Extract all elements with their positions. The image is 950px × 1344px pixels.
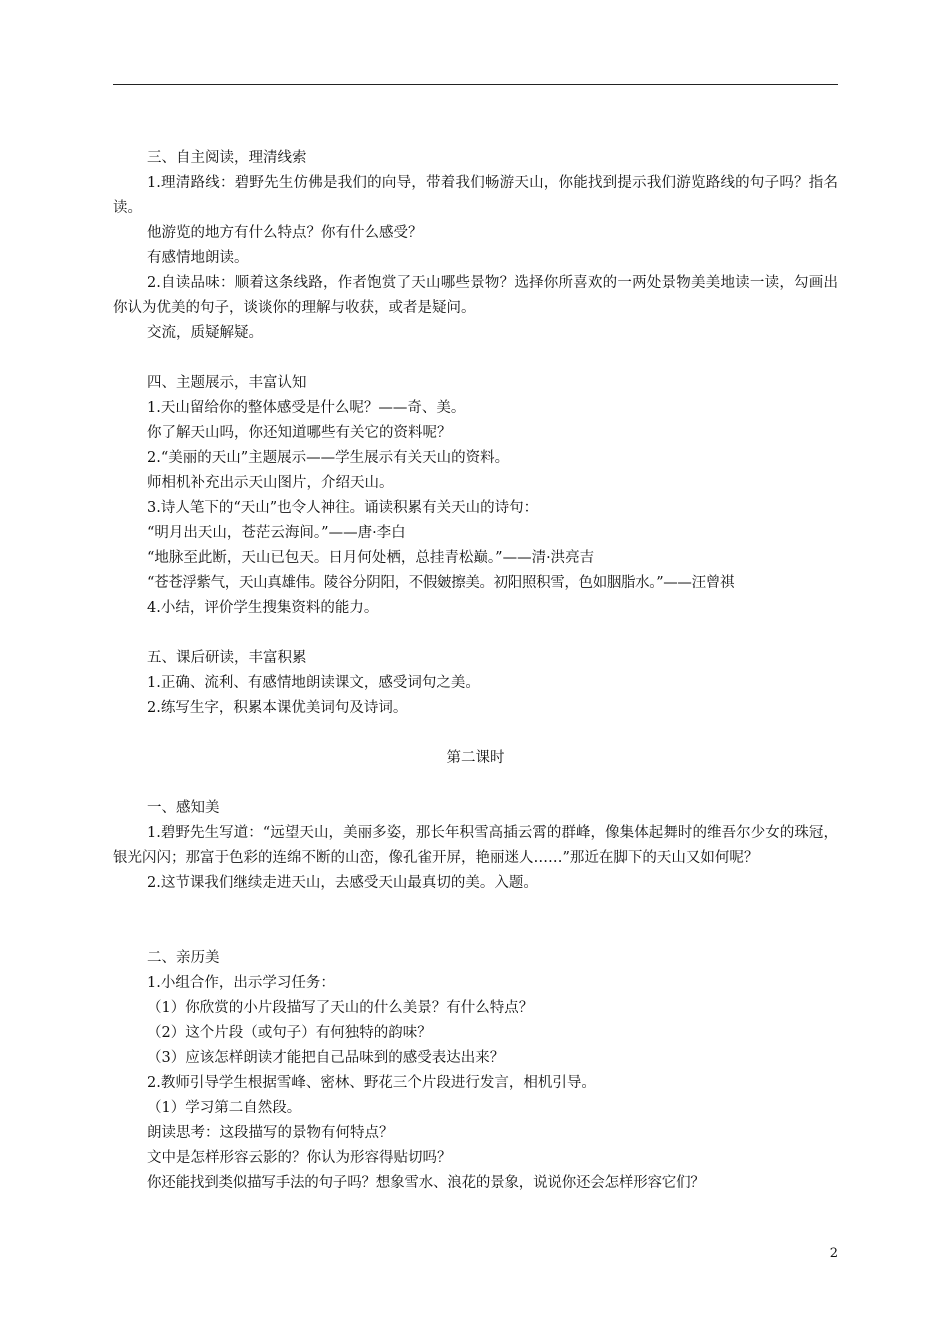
section-heading: 四、主题展示，丰富认知 <box>147 375 307 391</box>
section-heading: 五、课后研读，丰富积累 <box>147 650 307 666</box>
paragraph: 他游览的地方有什么特点？你有什么感受？ <box>147 225 423 241</box>
poem-quote: “苍苍浮紫气，天山真雄伟。陵谷分阴阳，不假皴擦美。初阳照积雪，色如胭脂水。”——汪曾祺 <box>147 575 735 591</box>
task-item: （2）这个片段（或句子）有何独特的韵味？ <box>147 1025 432 1041</box>
paragraph: 4.小结，评价学生搜集资料的能力。 <box>147 600 379 616</box>
poem-quote: “明月出天山，苍茫云海间。”——唐·李白 <box>147 525 406 541</box>
section-heading: 一、感知美 <box>147 800 220 816</box>
section-heading: 二、亲历美 <box>147 950 220 966</box>
paragraph: （1）学习第二自然段。 <box>147 1100 302 1116</box>
paragraph: 1.理清路线：碧野先生仿佛是我们的向导，带着我们畅游天山，你能找到提示我们游览路线的句子吗？指名读。 <box>113 175 838 216</box>
paragraph: 文中是怎样形容云影的？你认为形容得贴切吗？ <box>147 1150 452 1166</box>
paragraph: 3.诗人笔下的“天山”也令人神往。诵读积累有关天山的诗句： <box>147 500 539 516</box>
poem-quote: “地脉至此断，天山已包天。日月何处栖，总挂青松巅。”——清·洪亮吉 <box>147 550 595 566</box>
paragraph: 2.“美丽的天山”主题展示——学生展示有关天山的资料。 <box>147 450 510 466</box>
paragraph: 1.天山留给你的整体感受是什么呢？——奇、美。 <box>147 400 466 416</box>
paragraph: 2.教师引导学生根据雪峰、密林、野花三个片段进行发言，相机引导。 <box>147 1075 596 1091</box>
paragraph: 2.练写生字，积累本课优美词句及诗词。 <box>147 700 408 716</box>
paragraph: 2.自读品味：顺着这条线路，作者饱赏了天山哪些景物？选择你所喜欢的一两处景物美美地读一读，勾画出你认为优美的句子，谈谈你的理解与收获，或者是疑问。 <box>113 275 838 316</box>
paragraph: 1.小组合作，出示学习任务： <box>147 975 335 991</box>
paragraph: 交流，质疑解疑。 <box>147 325 263 341</box>
paragraph: 师相机补充出示天山图片，介绍天山。 <box>147 475 394 491</box>
paragraph: 有感情地朗读。 <box>147 250 249 266</box>
section-heading: 三、自主阅读，理清线索 <box>147 150 307 166</box>
page-content <box>113 146 838 1196</box>
paragraph: 朗读思考：这段描写的景物有何特点？ <box>147 1125 394 1141</box>
task-item: （3）应该怎样朗读才能把自己品味到的感受表达出来？ <box>147 1050 505 1066</box>
paragraph: 1.碧野先生写道：“远望天山，美丽多姿，那长年积雪高插云霄的群峰，像集体起舞时的维吾尔少女的珠冠，银光闪闪；那富于色彩的连绵不断的山峦，像孔雀开屏，艳丽迷人……”那近在脚下的天山又如何呢？ <box>113 825 838 866</box>
header-rule <box>113 84 838 85</box>
paragraph: 1.正确、流利、有感情地朗读课文，感受词句之美。 <box>147 675 480 691</box>
lesson-title: 第二课时 <box>446 750 505 766</box>
paragraph: 你还能找到类似描写手法的句子吗？想象雪水、浪花的景象，说说你还会怎样形容它们？ <box>147 1175 705 1191</box>
page-number: 2 <box>829 1246 838 1261</box>
paragraph: 2.这节课我们继续走进天山，去感受天山最真切的美。入题。 <box>147 875 538 891</box>
paragraph: 你了解天山吗，你还知道哪些有关它的资料呢？ <box>147 425 452 441</box>
task-item: （1）你欣赏的小片段描写了天山的什么美景？有什么特点？ <box>147 1000 534 1016</box>
